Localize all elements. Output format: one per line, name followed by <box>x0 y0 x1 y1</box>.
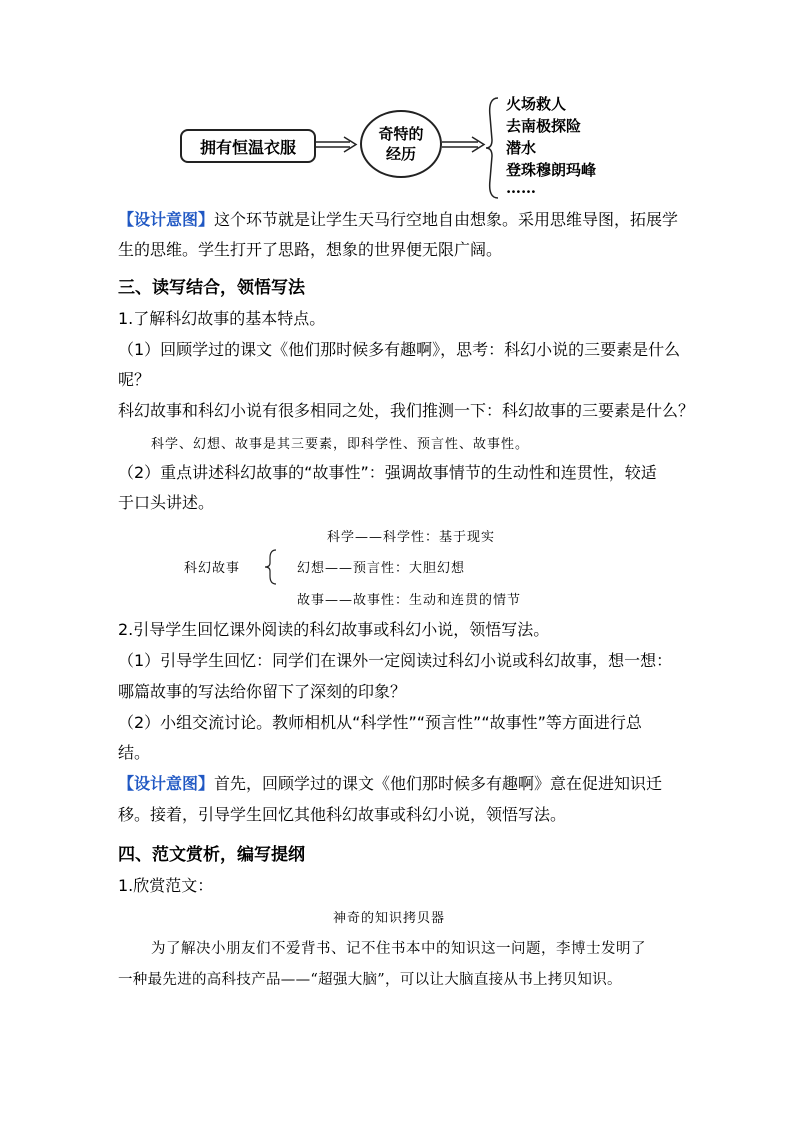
diagram-arrow-2 <box>442 135 488 155</box>
design-intent-tag: 【设计意图】 <box>118 774 215 793</box>
paragraph: 1.了解科幻故事的基本特点。 <box>118 309 326 328</box>
diagram-row-fantasy: 幻想——预言性：大胆幻想 <box>297 561 466 576</box>
list-item: …… <box>506 179 536 197</box>
ellipse-line-1: 奇特的 <box>378 125 424 143</box>
diagram-root-label: 科幻故事 <box>184 561 241 576</box>
design-intent-tag: 【设计意图】 <box>118 210 215 229</box>
paragraph: （1）引导学生回忆：同学们在课外一定阅读过科幻小说或科幻故事，想一想： <box>118 651 673 670</box>
list-item: 去南极探险 <box>506 117 582 135</box>
paragraph: 科幻故事和科幻小说有很多相同之处，我们推测一下：科幻故事的三要素是什么？ <box>118 401 695 420</box>
section-heading-3: 三、读写结合，领悟写法 <box>118 278 305 298</box>
paragraph: 科学、幻想、故事是其三要素，即科学性、预言性、故事性。 <box>151 437 530 452</box>
design-intent-1 <box>118 210 678 230</box>
essay-paragraph: 为了解决小朋友们不爱背书、记不住书本中的知识这一问题，李博士发明了 <box>151 941 646 957</box>
design-intent-1-line2: 生的思维。学生打开了思路，想象的世界便无限广阔。 <box>118 240 503 259</box>
paragraph: （2）小组交流讨论。教师相机从“科学性”“预言性”“故事性”等方面进行总 <box>118 713 642 732</box>
design-intent-2 <box>118 774 662 794</box>
list-item: 火场救人 <box>506 95 567 113</box>
diagram-arrow-1 <box>314 135 360 155</box>
list-item: 潜水 <box>506 139 537 157</box>
paragraph: 于口头讲述。 <box>118 493 215 512</box>
ellipse-line-2: 经历 <box>385 145 416 163</box>
diagram-box-label: 拥有恒温衣服 <box>199 137 296 157</box>
list-item: 登珠穆朗玛峰 <box>506 161 597 179</box>
paragraph: 2.引导学生回忆课外阅读的科幻故事或科幻小说，领悟写法。 <box>118 620 550 639</box>
design-intent-text: 首先，回顾学过的课文《他们那时候多有趣啊》意在促进知识迁 <box>214 774 663 793</box>
diagram-row-science: 科学——科学性：基于现实 <box>327 530 496 545</box>
paragraph: 哪篇故事的写法给你留下了深刻的印象？ <box>118 682 407 701</box>
paragraph: （2）重点讲述科幻故事的“故事性”：强调故事情节的生动性和连贯性，较适 <box>118 463 657 482</box>
paragraph: 1.欣赏范文： <box>118 876 214 895</box>
paragraph: 结。 <box>118 743 151 762</box>
essay-paragraph: 一种最先进的高科技产品——“超强大脑”，可以让大脑直接从书上拷贝知识。 <box>118 972 622 988</box>
design-intent-2-line2: 移。接着，引导学生回忆其他科幻故事或科幻小说，领悟写法。 <box>118 805 567 824</box>
diagram-box-constant-temp-clothes <box>180 129 316 163</box>
essay-title: 神奇的知识拷贝器 <box>333 911 446 926</box>
design-intent-text: 这个环节就是让学生天马行空地自由想象。采用思维导图，拓展学 <box>214 210 679 229</box>
diagram-row-story: 故事——故事性：生动和连贯的情节 <box>297 593 522 608</box>
diagram-brace-2 <box>262 548 282 586</box>
diagram-item-list <box>506 93 596 195</box>
paragraph: （1）回顾学过的课文《他们那时候多有趣啊》，思考：科幻小说的三要素是什么 <box>118 340 681 359</box>
diagram-brace <box>484 96 504 200</box>
section-heading-4: 四、范文赏析，编写提纲 <box>118 845 305 865</box>
paragraph: 呢？ <box>118 370 151 389</box>
diagram-ellipse-experience <box>360 110 442 178</box>
